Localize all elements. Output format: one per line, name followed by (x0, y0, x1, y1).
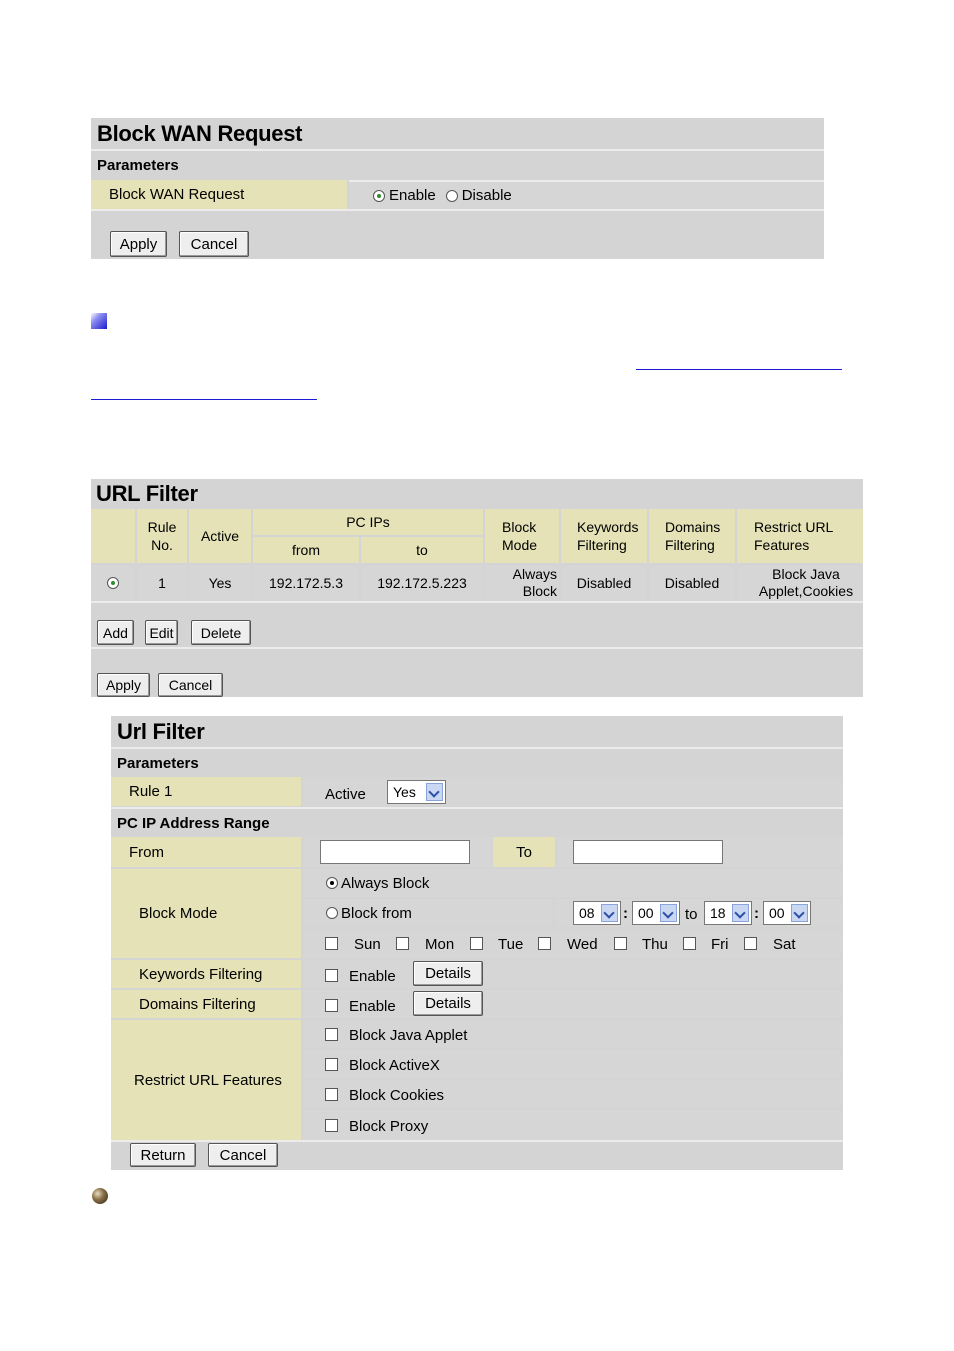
block-time-cell (555, 899, 843, 927)
header-pc-ips-label: PC IPs (346, 514, 390, 530)
url-filter-list-title: URL Filter (96, 480, 198, 506)
block-wan-section-label: Parameters (97, 157, 179, 174)
block-from-cell (303, 899, 553, 927)
header-pc-ips (253, 509, 483, 535)
end-hour-select[interactable] (704, 901, 752, 925)
header-active (189, 509, 251, 563)
edit-params-header (111, 747, 843, 777)
from-ip-input[interactable] (320, 840, 470, 864)
start-min-value: 00 (638, 905, 654, 921)
block-wan-section-header (91, 149, 824, 180)
day-label-fri: Fri (711, 936, 729, 953)
round-bullet-icon (92, 1188, 108, 1204)
block-cookies-checkbox[interactable] (325, 1088, 338, 1101)
feature-row-java (303, 1020, 843, 1048)
row-to: 192.172.5.223 (377, 575, 467, 591)
always-block-radio[interactable] (326, 877, 338, 889)
row-to-cell (361, 565, 483, 601)
always-block-label: Always Block (341, 874, 430, 892)
header-active-label: Active (200, 528, 240, 544)
time-to-label: to (685, 906, 698, 923)
block-proxy-label: Block Proxy (349, 1118, 429, 1135)
edit-footer-divider (111, 1140, 843, 1142)
header-restrict-label: Restrict URL Features (754, 519, 833, 553)
row-restrict: Block Java Applet,Cookies (758, 566, 854, 599)
day-checkbox-sat[interactable] (744, 937, 757, 950)
url-filter-list-panel (91, 479, 863, 697)
row-block-mode: Always Block (512, 566, 557, 599)
block-wan-panel (91, 118, 824, 259)
list-divider-2 (91, 647, 863, 649)
domains-label: Domains Filtering (139, 995, 256, 1013)
chevron-down-icon (426, 783, 443, 801)
block-activex-checkbox[interactable] (325, 1058, 338, 1071)
edit-params-label: Parameters (117, 754, 199, 772)
day-checkbox-sun[interactable] (325, 937, 338, 950)
edit-button[interactable]: Edit (145, 620, 178, 645)
to-label-cell (493, 837, 555, 867)
day-checkbox-wed[interactable] (538, 937, 551, 950)
end-hour-value: 18 (710, 905, 726, 921)
header-from (253, 537, 359, 563)
block-from-label: Block from (341, 904, 412, 922)
header-domains (649, 509, 735, 563)
from-label: From (129, 843, 164, 861)
chevron-down-icon (791, 904, 808, 922)
block-wan-apply-button[interactable]: Apply (110, 231, 167, 257)
feature-row-cookies (303, 1080, 843, 1108)
domains-label-cell (111, 990, 301, 1018)
block-mode-label-cell (111, 869, 301, 958)
list-divider-1 (91, 601, 863, 603)
restrict-label: Restrict URL Features (134, 1071, 282, 1089)
pc-ip-header-label: PC IP Address Range (117, 814, 270, 832)
day-checkbox-thu[interactable] (614, 937, 627, 950)
domains-details-button[interactable]: Details (413, 991, 483, 1016)
row-domains-cell (649, 565, 735, 601)
rule-active-cell (303, 777, 843, 806)
keywords-label-cell (111, 960, 301, 988)
day-checkbox-tue[interactable] (470, 937, 483, 950)
delete-button[interactable]: Delete (191, 620, 251, 645)
row-restrict-cell (737, 565, 863, 601)
header-from-label: from (292, 542, 320, 558)
to-ip-input[interactable] (573, 840, 723, 864)
block-wan-options-cell (349, 180, 824, 209)
domains-enable-checkbox[interactable] (325, 999, 338, 1012)
day-checkbox-mon[interactable] (396, 937, 409, 950)
block-wan-cancel-button[interactable]: Cancel (179, 231, 249, 257)
block-cookies-label: Block Cookies (349, 1087, 445, 1104)
from-label-cell (111, 837, 301, 867)
url-filter-edit-panel (111, 716, 843, 1170)
block-wan-row-label-cell (91, 180, 347, 209)
row-from: 192.172.5.3 (269, 575, 343, 591)
chevron-down-icon (660, 904, 677, 922)
time-colon-2: : (754, 905, 759, 922)
disable-radio[interactable] (446, 190, 458, 202)
list-cancel-button[interactable]: Cancel (158, 673, 223, 697)
day-label-wed: Wed (567, 936, 598, 953)
block-proxy-checkbox[interactable] (325, 1119, 338, 1132)
row-from-cell (253, 565, 359, 601)
active-label: Active (325, 786, 366, 803)
header-domains-label: Domains Filtering (665, 519, 721, 553)
row-block-mode-cell (485, 565, 559, 601)
end-min-value: 00 (769, 905, 785, 921)
header-rule-no (137, 509, 187, 563)
active-select[interactable] (387, 780, 446, 804)
row-keywords: Disabled (576, 575, 632, 591)
chevron-down-icon (601, 904, 618, 922)
add-button[interactable]: Add (97, 620, 134, 645)
header-rule-no-label: Rule No. (147, 519, 177, 553)
header-block-mode (485, 509, 559, 563)
day-label-tue: Tue (498, 936, 524, 953)
row-select-cell (91, 565, 135, 601)
start-hour-select[interactable] (573, 901, 621, 925)
time-colon-1: : (623, 905, 628, 922)
feature-row-activex (303, 1050, 843, 1078)
rule-label-cell (111, 777, 301, 806)
link-underline-2[interactable] (91, 399, 317, 400)
block-from-radio[interactable] (326, 907, 338, 919)
row-domains: Disabled (664, 575, 720, 591)
start-min-select[interactable] (632, 901, 680, 925)
block-wan-divider (91, 209, 824, 211)
day-label-sat: Sat (773, 936, 796, 953)
block-java-label: Block Java Applet (349, 1027, 468, 1044)
block-mode-label: Block Mode (139, 905, 218, 922)
url-filter-edit-title: Url Filter (117, 718, 205, 744)
list-apply-button[interactable]: Apply (97, 673, 150, 697)
rule-label: Rule 1 (129, 783, 173, 800)
link-underline-1[interactable] (636, 369, 842, 370)
domains-enable-label: Enable (349, 998, 396, 1015)
return-button[interactable]: Return (130, 1143, 196, 1167)
keywords-details-button[interactable]: Details (413, 961, 483, 986)
domains-options-cell (303, 990, 843, 1018)
pc-ip-header (111, 807, 843, 837)
square-bullet-icon (91, 313, 107, 329)
row-keywords-cell (561, 565, 647, 601)
edit-cancel-button[interactable]: Cancel (208, 1143, 278, 1167)
row-active-cell (189, 565, 251, 601)
enable-radio[interactable] (373, 190, 385, 202)
block-java-checkbox[interactable] (325, 1028, 338, 1041)
day-checkbox-fri[interactable] (683, 937, 696, 950)
header-select-col (91, 509, 135, 563)
end-min-select[interactable] (763, 901, 811, 925)
keywords-options-cell (303, 960, 843, 988)
from-input-cell (303, 837, 491, 867)
to-input-cell (557, 837, 843, 867)
to-label: To (516, 843, 532, 861)
header-keywords (561, 509, 647, 563)
days-cell (303, 929, 843, 958)
header-to-label: to (416, 542, 428, 558)
table-row[interactable] (91, 565, 863, 601)
day-label-mon: Mon (425, 936, 455, 953)
enable-label: Enable (389, 187, 436, 204)
keywords-enable-checkbox[interactable] (325, 969, 338, 982)
header-block-mode-label: Block Mode (502, 519, 538, 553)
disable-label: Disable (461, 187, 512, 204)
row-select-radio[interactable] (107, 577, 119, 589)
row-rule-no: 1 (158, 575, 166, 591)
block-wan-title: Block WAN Request (97, 120, 303, 146)
feature-row-proxy (303, 1110, 843, 1140)
day-label-thu: Thu (642, 936, 668, 953)
day-label-sun: Sun (354, 936, 381, 953)
header-restrict (737, 509, 863, 563)
start-hour-value: 08 (579, 905, 595, 921)
header-keywords-label: Keywords Filtering (577, 519, 639, 553)
restrict-label-cell (111, 1020, 301, 1140)
always-block-cell (303, 869, 843, 897)
row-active: Yes (208, 575, 232, 591)
block-wan-row-label: Block WAN Request (109, 186, 245, 203)
keywords-enable-label: Enable (349, 968, 396, 985)
keywords-label: Keywords Filtering (139, 965, 263, 983)
header-to (361, 537, 483, 563)
block-activex-label: Block ActiveX (349, 1057, 440, 1074)
row-rule-no-cell (137, 565, 187, 601)
active-select-value: Yes (393, 784, 416, 800)
chevron-down-icon (732, 904, 749, 922)
